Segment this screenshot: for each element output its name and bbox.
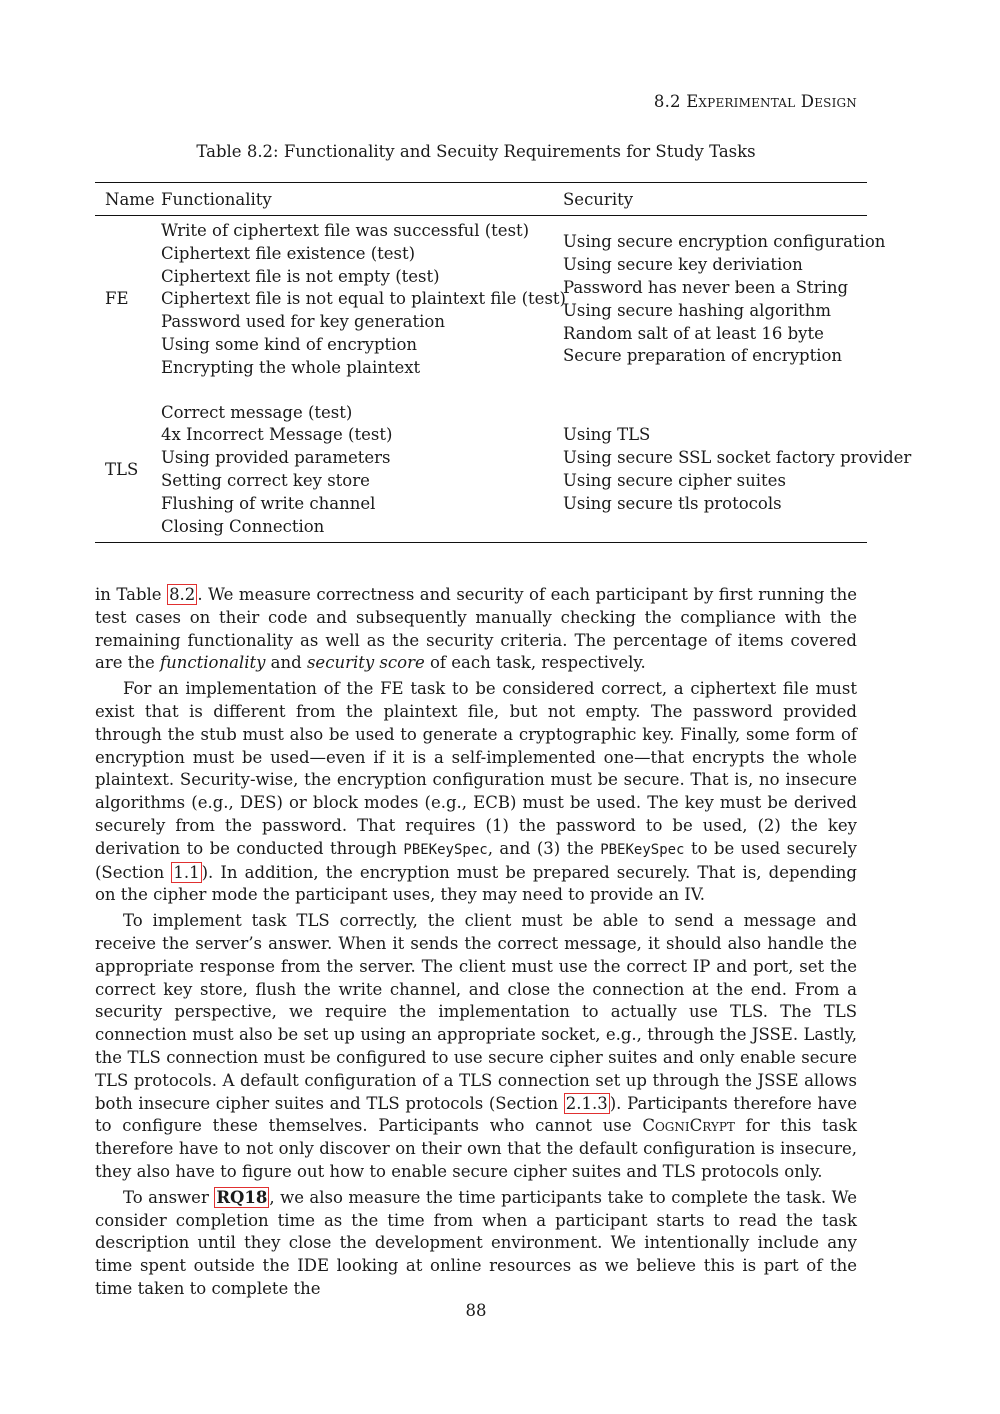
- table-caption: Table 8.2: Functionality and Secuity Requirements for Study Tasks: [196, 142, 756, 161]
- emphasis-security-score: security score: [306, 653, 425, 673]
- paragraph-2: [95, 678, 857, 907]
- functionality-item: 4x Incorrect Message (test): [161, 425, 393, 445]
- paragraph-4: [95, 1187, 857, 1301]
- functionality-item: Encrypting the whole plaintext: [161, 357, 421, 377]
- section-reference-link[interactable]: 1.1: [173, 862, 200, 882]
- security-item: Using secure encryption configuration: [563, 232, 886, 252]
- functionality-item: Flushing of write channel: [161, 493, 376, 513]
- row-name-cell: TLS: [105, 459, 139, 479]
- table-header-row: [95, 183, 867, 215]
- functionality-item: Correct message (test): [161, 402, 353, 422]
- security-item: Secure preparation of encryption: [563, 346, 843, 366]
- table-row-fe: [95, 216, 886, 380]
- functionality-item: Setting correct key store: [161, 470, 370, 490]
- text-run: to be used securely (Section: [95, 838, 857, 882]
- security-cell: [563, 220, 886, 380]
- text-run: in Table: [95, 585, 168, 604]
- functionality-cell: [161, 402, 563, 539]
- security-item: Using secure tls protocols: [563, 493, 782, 513]
- paragraph-1: [95, 584, 857, 675]
- functionality-cell: [161, 220, 566, 380]
- tool-name: CogniCrypt: [642, 1116, 735, 1136]
- column-header-functionality: Functionality: [161, 189, 272, 209]
- functionality-item: Write of ciphertext file was successful (test): [161, 221, 530, 240]
- running-header: [654, 92, 857, 111]
- security-item: Using TLS: [563, 425, 651, 445]
- functionality-item: Ciphertext file is not empty (test): [161, 266, 440, 286]
- text-run: For an implementation of the FE task to be considered correct, a ciphertext file must exist that is different from the plaintext file, but not empty. The password provided through the stub must also be used to generate a cryptographic key. Finally, some form of encryption must be used—even if it is a self-implemented one—that encrypts the whole plaintext. Security-wise, the encryption configuration must be secure. That is, no insecure algorithms (e.g., DES) or block modes (e.g., ECB) must be used. The key must be derived securely from the password. That requires (1) the password to be used, (2) the key derivation to be conducted through: [95, 679, 857, 858]
- table-bottom-rule: [95, 542, 867, 543]
- security-item: Using secure key deriviation: [563, 255, 803, 275]
- functionality-item: Ciphertext file existence (test): [161, 243, 416, 263]
- column-header-name: Name: [105, 189, 155, 209]
- paragraph-3: [95, 910, 857, 1184]
- text-run: To answer: [123, 1187, 215, 1207]
- page-number: 88: [465, 1301, 487, 1320]
- research-question-link[interactable]: RQ18: [216, 1187, 268, 1207]
- functionality-item: Password used for key generation: [161, 312, 445, 332]
- text-run: ). In addition, the encryption must be prepared securely. That is, depending on the cipher mode the participant uses, they may need to provide an IV.: [95, 862, 857, 905]
- body-text: [95, 584, 857, 1304]
- row-name-cell: FE: [105, 289, 129, 309]
- text-run: ). Participants therefore have to configure these themselves. Participants who cannot use: [95, 1093, 857, 1136]
- section-reference-link[interactable]: 2.1.3: [565, 1093, 608, 1113]
- text-run: for this task therefore have to not only discover on their own that the default configuration is insecure, they also have to figure out how to enable secure cipher suites and TLS protocols only.: [95, 1116, 857, 1181]
- functionality-item: Using some kind of encryption: [161, 334, 418, 354]
- table-row-tls: [95, 380, 912, 543]
- text-run: and: [265, 653, 307, 673]
- column-header-security: Security: [563, 189, 634, 209]
- text-run: . We measure correctness and security of each participant by first running the test cases on their code and subsequently manually checking the compliance with the remaining functionality as well as the security criteria. The percentage of items covered are the: [95, 585, 857, 673]
- section-number: 8.2: [653, 92, 681, 111]
- emphasis-functionality: functionality: [160, 653, 266, 673]
- table-reference-link[interactable]: 8.2: [169, 585, 196, 604]
- code-pbekeyspec: PBEKeySpec: [600, 841, 685, 858]
- security-item: Using secure SSL socket factory provider: [563, 448, 912, 468]
- security-cell: [563, 402, 912, 539]
- text-run: To implement task TLS correctly, the client must be able to send a message and receive the server’s answer. When it sends the correct message, it should also handle the appropriate response from the server. The client must use the correct IP and port, set the correct key store, flush the write channel, and close the connection at the end. From a security perspective, we require the implementation to actually use TLS. The TLS connection must also be set up using an appropriate socket, e.g., through the JSSE. Lastly, the TLS connection must be configured to use secure cipher suites and only enable secure TLS protocols. A default configuration of a TLS connection set up through the JSSE allows both insecure cipher suites and TLS protocols (Section: [95, 911, 857, 1113]
- functionality-item: Using provided parameters: [161, 448, 391, 468]
- section-title: Experimental Design: [686, 92, 857, 111]
- security-item: Password has never been a String: [563, 277, 849, 297]
- text-run: of each task, respectively.: [424, 653, 646, 673]
- security-item: Using secure hashing algorithm: [563, 300, 832, 320]
- security-item: Random salt of at least 16 byte: [563, 323, 824, 343]
- functionality-item: Ciphertext file is not equal to plaintext file (test): [161, 289, 566, 309]
- text-run: , and (3) the: [487, 838, 601, 858]
- code-pbekeyspec: PBEKeySpec: [403, 841, 488, 858]
- requirements-table: [95, 182, 912, 543]
- text-run: , we also measure the time participants take to complete the task. We consider completion time as the time from when a participant starts to read the task description until they close the development environment. We intentionally include any time spent outside the IDE looking at online resources as we believe this is part of the time taken to complete the: [95, 1187, 858, 1298]
- functionality-item: Closing Connection: [161, 516, 325, 536]
- security-item: Using secure cipher suites: [563, 470, 786, 490]
